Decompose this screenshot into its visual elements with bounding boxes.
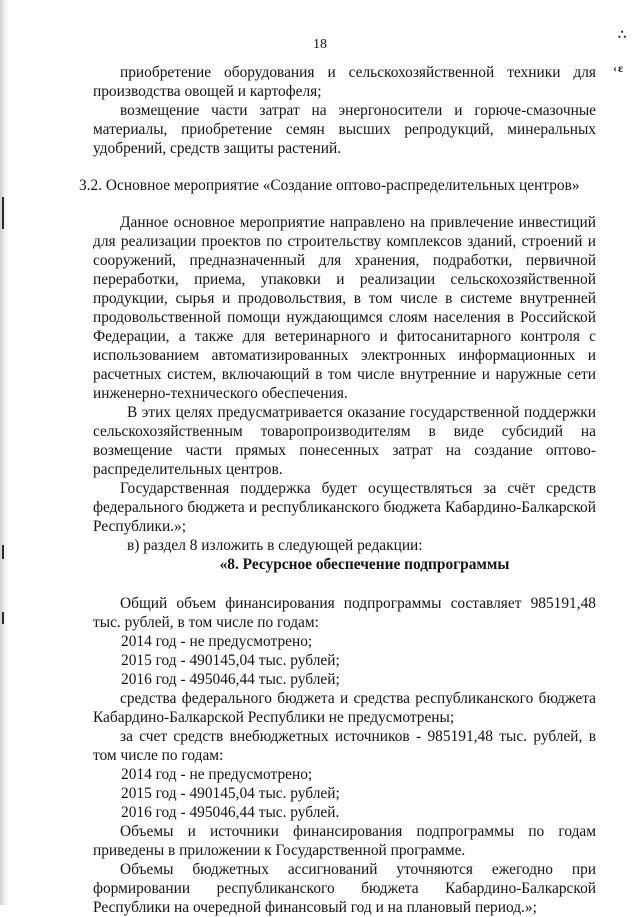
paragraph: Данное основное мероприятие направлено на привлечение инвестиций для реализации проектов по строительству комплексов зданий, строений и сооружений, предназначенный для хранения, подработки, первичной переработки, приема, упаковки и реализации сельскохозяйственной продукции, сырья и продовольствия, в том числе в системе внутренней продовольственной помощи нуждающимся слоям населения в Российской Федерации, а также для ветеринарного и фитосанитарного контроля с использованием автоматизированных электронных информационных и расчетных систем, включающий в том числе внутренние и наружные сети инженерно-технического обеспечения.	[93, 214, 596, 402]
document-body	[79, 63, 596, 917]
scan-edge-mark	[2, 545, 4, 559]
list-item: 2016 год - 495046,44 тыс. рублей.	[121, 804, 340, 821]
subsection-heading: «8. Ресурсное обеспечение подпрограммы	[219, 556, 510, 573]
list-item: 2014 год - не предусмотрено;	[121, 766, 313, 783]
list-item: 2016 год - 495046,44 тыс. рублей;	[121, 671, 340, 688]
paragraph: Объемы бюджетных ассигнований уточняются ежегодно при формировании республиканского бюджета Кабардино-Балкарской Республики на очередной финансовый год и на плановый период.»;	[93, 861, 596, 916]
paragraph: за счет средств внебюджетных источников - 985191,48 тыс. рублей, в том числе по годам:	[93, 728, 596, 764]
list-item: 2015 год - 490145,04 тыс. рублей;	[121, 785, 340, 802]
paragraph: Общий объем финансирования подпрограммы составляет 985191,48 тыс. рублей, в том числе по годам:	[93, 595, 596, 631]
scan-edge-mark	[2, 197, 4, 229]
list-item: 2014 год - не предусмотрено;	[121, 633, 313, 650]
paragraph: в) раздел 8 изложить в следующей редакции:	[127, 537, 423, 554]
paragraph: Государственная поддержка будет осуществляться за счёт средств федерального бюджета и республиканского бюджета Кабардино-Балкарской Республики.»;	[93, 480, 596, 535]
paragraph: Объемы и источники финансирования подпрограммы по годам приведены в приложении к Государственной программе.	[93, 823, 596, 859]
scan-edge-shadow	[0, 0, 9, 905]
page-number: 18	[313, 37, 327, 52]
scan-edge-mark	[2, 612, 4, 624]
paragraph: средства федерального бюджета и средства республиканского бюджета Кабардино-Балкарской Республики не предусмотрены;	[93, 690, 596, 726]
paragraph: В этих целях предусматривается оказание государственной поддержки сельскохозяйственным товаропроизводителям в виде субсидий на возмещение части прямых понесенных затрат на создание оптово-распределительных центров.	[93, 404, 596, 478]
paragraph: возмещение части затрат на энергоносители и горюче-смазочные материалы, приобретение семян высших репродукций, минеральных удобрений, средств защиты растений.	[93, 102, 596, 157]
paragraph: приобретение оборудования и сельскохозяйственной техники для производства овощей и картофеля;	[93, 64, 596, 100]
list-item: 2015 год - 490145,04 тыс. рублей;	[121, 652, 340, 669]
corner-mark-top-right: ∴	[618, 27, 628, 42]
section-heading: 3.2. Основное мероприятие «Создание оптово-распределительных центров»	[79, 177, 580, 194]
corner-mark-right-margin: ‹ɛ	[613, 61, 625, 75]
